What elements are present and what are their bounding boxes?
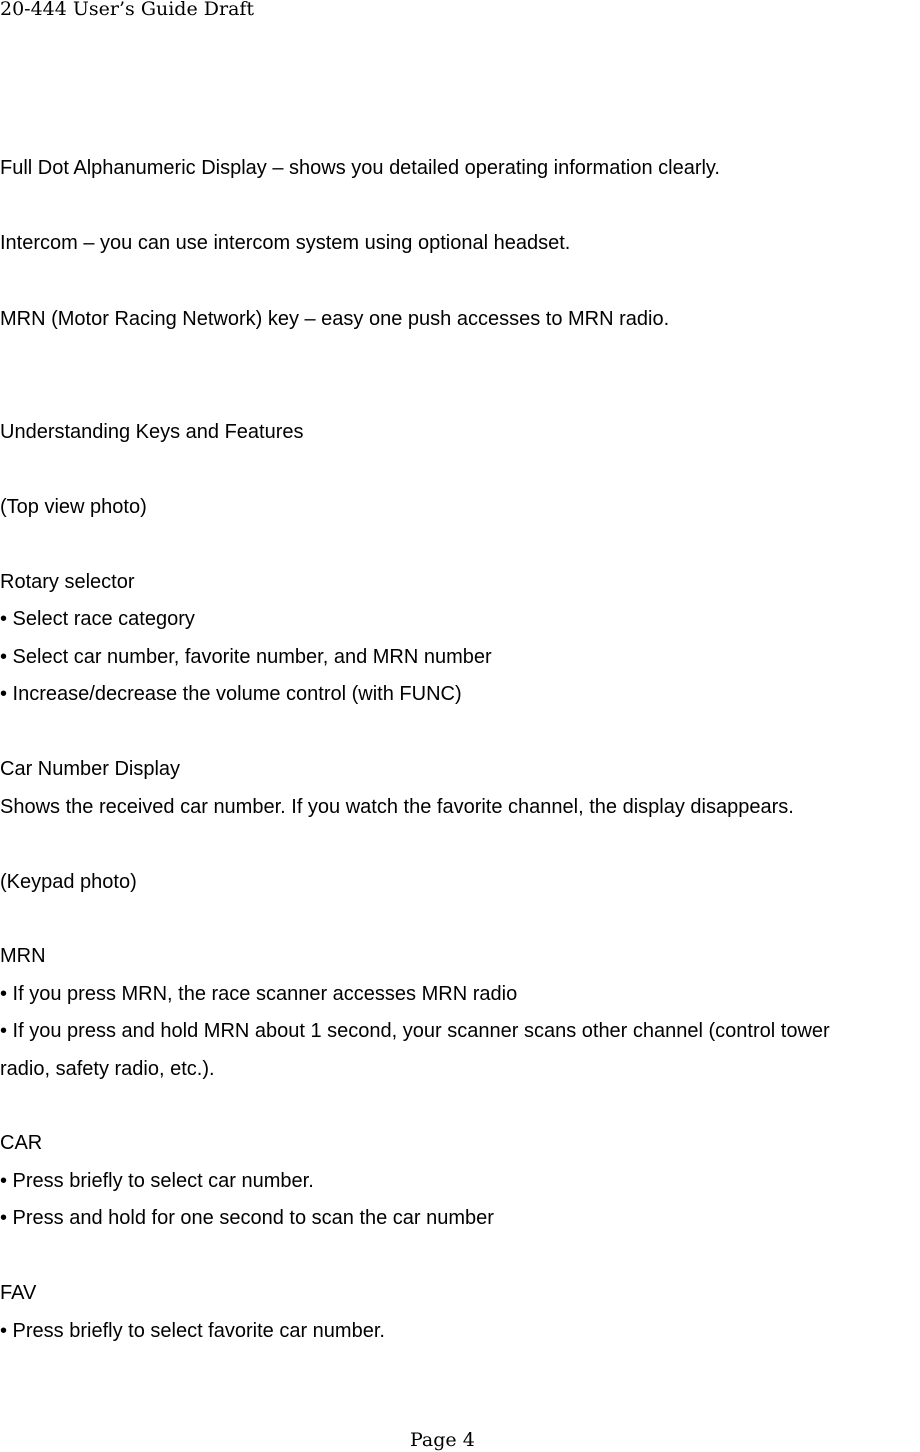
document-header: 20-444 User’s Guide Draft xyxy=(0,0,255,20)
car-bullet: • Press and hold for one second to scan the car number xyxy=(0,1207,494,1229)
mrn-title: MRN xyxy=(0,945,46,967)
keypad-photo-placeholder: (Keypad photo) xyxy=(0,871,137,893)
mrn-bullet-continuation: radio, safety radio, etc.). xyxy=(0,1058,215,1080)
fav-title: FAV xyxy=(0,1282,37,1304)
section-title: Understanding Keys and Features xyxy=(0,421,304,443)
feature-display: Full Dot Alphanumeric Display – shows you detailed operating information clearly. xyxy=(0,157,720,179)
car-bullet: • Press briefly to select car number. xyxy=(0,1170,314,1192)
rotary-selector-title: Rotary selector xyxy=(0,571,135,593)
fav-bullet: • Press briefly to select favorite car number. xyxy=(0,1320,385,1342)
mrn-bullet: • If you press MRN, the race scanner accesses MRN radio xyxy=(0,983,518,1005)
rotary-bullet: • Increase/decrease the volume control (with FUNC) xyxy=(0,683,462,705)
feature-mrn-key: MRN (Motor Racing Network) key – easy one push accesses to MRN radio. xyxy=(0,308,670,330)
car-number-display-text: Shows the received car number. If you watch the favorite channel, the display disappears. xyxy=(0,796,794,818)
mrn-bullet: • If you press and hold MRN about 1 second, your scanner scans other channel (control tower xyxy=(0,1020,830,1042)
rotary-bullet: • Select race category xyxy=(0,608,195,630)
car-title: CAR xyxy=(0,1132,43,1154)
rotary-bullet: • Select car number, favorite number, and MRN number xyxy=(0,646,492,668)
car-number-display-title: Car Number Display xyxy=(0,758,181,780)
feature-intercom: Intercom – you can use intercom system using optional headset. xyxy=(0,232,571,254)
page-number: Page 4 xyxy=(410,1429,475,1451)
top-view-photo-placeholder: (Top view photo) xyxy=(0,496,147,518)
